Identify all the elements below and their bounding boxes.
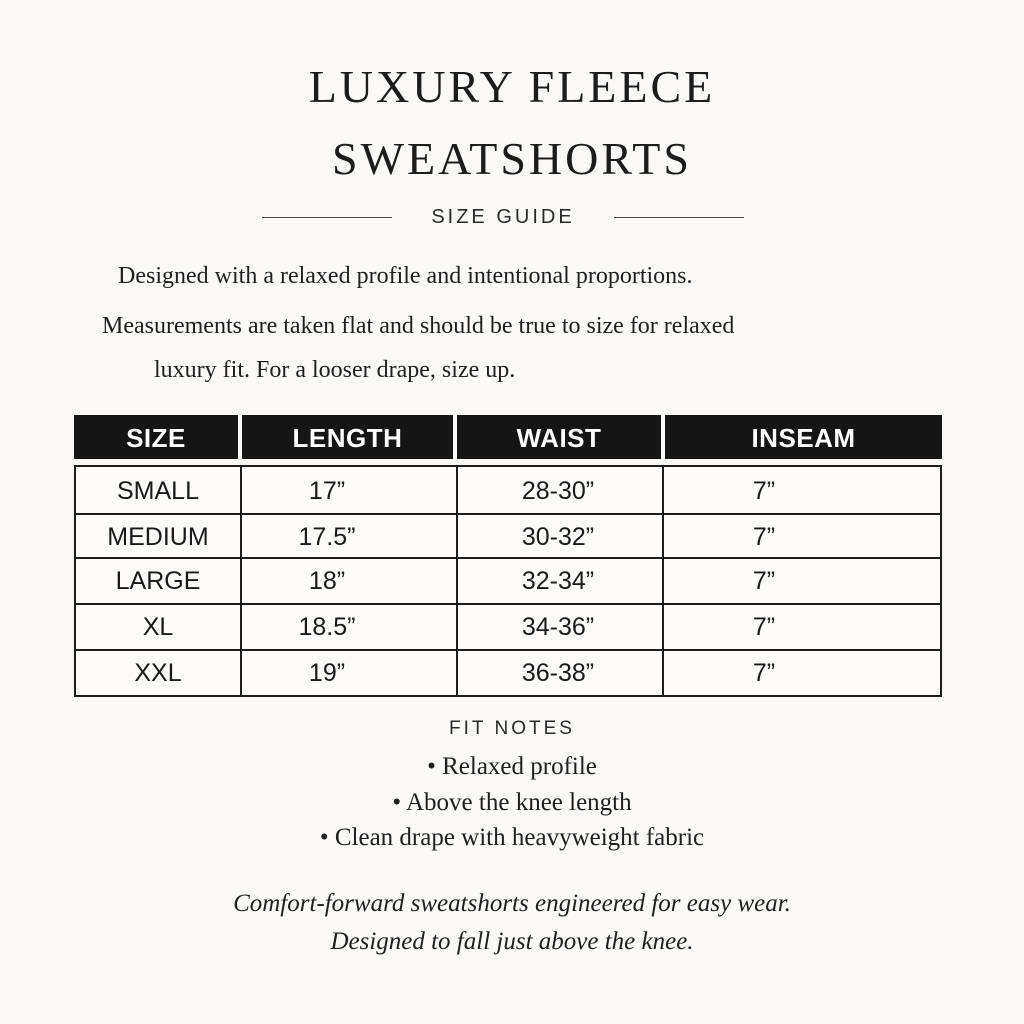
size-table bbox=[74, 415, 942, 687]
fit-notes-title: FIT NOTES bbox=[449, 718, 575, 739]
subtitle-rule-left bbox=[262, 217, 392, 218]
cell-size: XL bbox=[142, 613, 174, 641]
cell-length: 18” bbox=[308, 567, 346, 595]
cell-size: XXL bbox=[134, 659, 182, 687]
intro-line-1: Designed with a relaxed profile and intentional proportions. bbox=[118, 263, 693, 289]
cell-inseam: 7” bbox=[752, 523, 776, 551]
cell-length: 17” bbox=[308, 477, 346, 505]
cell-size: SMALL bbox=[117, 477, 199, 505]
table-header bbox=[74, 415, 942, 459]
cell-waist: 30-32” bbox=[521, 523, 595, 551]
subtitle: SIZE GUIDE bbox=[431, 206, 575, 228]
fit-note-item: • Above the knee length bbox=[392, 789, 632, 816]
intro-line-2: Measurements are taken flat and should be true to size for relaxed bbox=[102, 313, 735, 339]
cell-waist: 36-38” bbox=[521, 659, 595, 687]
cell-inseam: 7” bbox=[752, 659, 776, 687]
cell-length: 18.5” bbox=[298, 613, 356, 641]
subtitle-rule-right bbox=[614, 217, 744, 218]
intro-line-3: luxury fit. For a looser drape, size up. bbox=[154, 357, 516, 383]
table-row bbox=[76, 468, 940, 512]
header-size: SIZE bbox=[74, 415, 238, 459]
subtitle-row bbox=[0, 204, 1024, 230]
cell-length: 19” bbox=[308, 659, 346, 687]
title-line-1: LUXURY FLEECE bbox=[308, 61, 716, 112]
header-inseam: INSEAM bbox=[665, 415, 942, 459]
table-row bbox=[76, 558, 940, 602]
cell-length: 17.5” bbox=[298, 523, 356, 551]
header-waist: WAIST bbox=[457, 415, 661, 459]
cell-waist: 28-30” bbox=[521, 477, 595, 505]
table-row bbox=[76, 650, 940, 694]
title-line-2: SWEATSHORTS bbox=[332, 133, 692, 184]
cell-size: MEDIUM bbox=[107, 523, 209, 551]
cell-inseam: 7” bbox=[752, 477, 776, 505]
cell-size: LARGE bbox=[115, 567, 201, 595]
fit-note-item: • Clean drape with heavyweight fabric bbox=[319, 824, 705, 851]
header-length: LENGTH bbox=[242, 415, 453, 459]
cell-waist: 32-34” bbox=[521, 567, 595, 595]
cell-inseam: 7” bbox=[752, 567, 776, 595]
cell-waist: 34-36” bbox=[521, 613, 595, 641]
cell-inseam: 7” bbox=[752, 613, 776, 641]
closing-line-1: Comfort-forward sweatshorts engineered for easy wear. bbox=[233, 890, 791, 917]
closing-line-2: Designed to fall just above the knee. bbox=[330, 928, 694, 955]
table-row bbox=[76, 514, 940, 558]
table-body bbox=[74, 465, 942, 697]
fit-note-item: • Relaxed profile bbox=[427, 753, 597, 780]
table-row bbox=[76, 604, 940, 648]
